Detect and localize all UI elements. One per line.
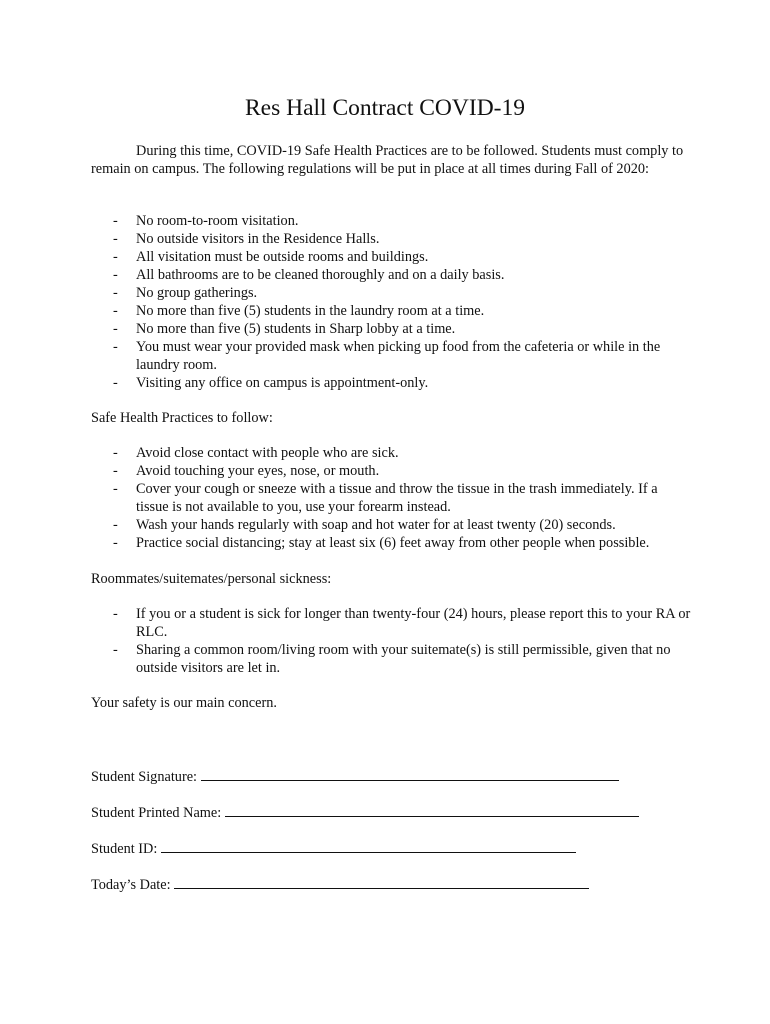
student-id-field[interactable] bbox=[161, 838, 576, 853]
printed-name-label: Student Printed Name: bbox=[91, 805, 222, 821]
list-item bbox=[91, 534, 691, 552]
list-item-text: Visiting any office on campus is appointment-only. bbox=[136, 375, 429, 391]
list-item bbox=[91, 338, 691, 374]
list-item-text: No group gatherings. bbox=[136, 285, 258, 301]
list-item bbox=[91, 516, 691, 534]
list-item bbox=[91, 374, 691, 392]
list-item-text: All visitation must be outside rooms and buildings. bbox=[136, 249, 429, 265]
dash-bullet: - bbox=[113, 339, 118, 355]
dash-bullet: - bbox=[113, 213, 118, 229]
dash-bullet: - bbox=[113, 445, 118, 461]
signature-label: Student Signature: bbox=[91, 769, 198, 785]
list-item bbox=[91, 641, 691, 677]
list-item-text: Cover your cough or sneeze with a tissue and throw the tissue in the trash immediately. If a tissue is not available to you, use your forearm instead. bbox=[136, 481, 658, 515]
list-item-text: All bathrooms are to be cleaned thoroughly and on a daily basis. bbox=[136, 267, 505, 283]
dash-bullet: - bbox=[113, 535, 118, 551]
dash-bullet: - bbox=[113, 303, 118, 319]
list-item-text: Practice social distancing; stay at least six (6) feet away from other people when possible. bbox=[136, 535, 650, 551]
list-item-text: No more than five (5) students in the laundry room at a time. bbox=[136, 303, 485, 319]
list-item bbox=[91, 605, 691, 641]
list-item bbox=[91, 284, 691, 302]
signature-field[interactable] bbox=[201, 766, 619, 781]
dash-bullet: - bbox=[113, 375, 118, 391]
list-item bbox=[91, 444, 691, 462]
page-title: Res Hall Contract COVID-19 bbox=[245, 95, 525, 121]
list-item-text: No more than five (5) students in Sharp lobby at a time. bbox=[136, 321, 456, 337]
list-item bbox=[91, 320, 691, 338]
printed-name-field[interactable] bbox=[225, 802, 639, 817]
list-item-text: No room-to-room visitation. bbox=[136, 213, 299, 229]
dash-bullet: - bbox=[113, 321, 118, 337]
list-item-text: No outside visitors in the Residence Halls. bbox=[136, 231, 380, 247]
list-item bbox=[91, 266, 691, 284]
printed-name-row bbox=[91, 802, 639, 822]
dash-bullet: - bbox=[113, 285, 118, 301]
list-item bbox=[91, 480, 691, 516]
list-item-text: You must wear your provided mask when picking up food from the cafeteria or while in the laundry room. bbox=[136, 339, 661, 373]
student-id-label: Student ID: bbox=[91, 841, 158, 857]
dash-bullet: - bbox=[113, 642, 118, 658]
dash-bullet: - bbox=[113, 517, 118, 533]
list-item bbox=[91, 230, 691, 248]
sickness-list bbox=[91, 605, 691, 677]
dash-bullet: - bbox=[113, 267, 118, 283]
dash-bullet: - bbox=[113, 231, 118, 247]
practices-list bbox=[91, 444, 691, 552]
list-item-text: Avoid touching your eyes, nose, or mouth. bbox=[136, 463, 380, 479]
dash-bullet: - bbox=[113, 481, 118, 497]
date-field[interactable] bbox=[174, 874, 589, 889]
list-item-text: Wash your hands regularly with soap and hot water for at least twenty (20) seconds. bbox=[136, 517, 616, 533]
intro-paragraph: During this time, COVID-19 Safe Health Practices are to be followed. Students must comply to remain on campus. The following regulations will be put in place at all times during Fall of 2020: bbox=[91, 143, 684, 177]
practices-heading: Safe Health Practices to follow: bbox=[91, 410, 273, 426]
dash-bullet: - bbox=[113, 249, 118, 265]
student-id-row bbox=[91, 838, 576, 858]
list-item bbox=[91, 302, 691, 320]
list-item bbox=[91, 248, 691, 266]
list-item-text: If you or a student is sick for longer than twenty-four (24) hours, please report this to your RA or RLC. bbox=[136, 606, 691, 640]
sickness-heading: Roommates/suitemates/personal sickness: bbox=[91, 571, 332, 587]
regulations-list bbox=[91, 212, 691, 392]
dash-bullet: - bbox=[113, 606, 118, 622]
date-label: Today’s Date: bbox=[91, 877, 171, 893]
dash-bullet: - bbox=[113, 463, 118, 479]
list-item-text: Sharing a common room/living room with your suitemate(s) is still permissible, given that no outside visitors are let in. bbox=[136, 642, 671, 676]
safety-statement: Your safety is our main concern. bbox=[91, 695, 277, 711]
signature-row bbox=[91, 766, 619, 786]
list-item bbox=[91, 212, 691, 230]
date-row bbox=[91, 874, 589, 894]
list-item-text: Avoid close contact with people who are sick. bbox=[136, 445, 399, 461]
list-item bbox=[91, 462, 691, 480]
